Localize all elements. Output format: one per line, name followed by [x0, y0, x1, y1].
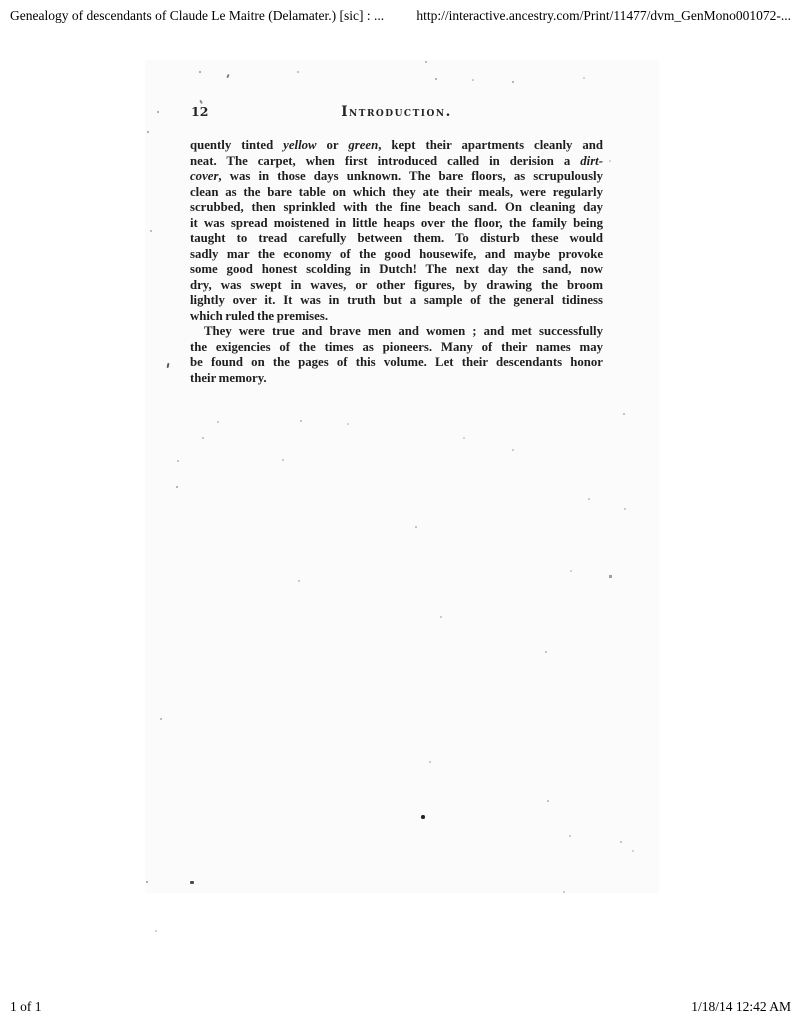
- scan-speckle: [146, 881, 148, 883]
- scan-speckle: [569, 835, 571, 837]
- scan-speckle: [202, 437, 204, 439]
- scan-speckle: [547, 800, 549, 802]
- print-header-url: http://interactive.ancestry.com/Print/11477/dvm_GenMono001072-...: [416, 8, 791, 23]
- scan-speckle: [190, 881, 194, 884]
- scan-speckle: [347, 423, 349, 425]
- scan-speckle: [147, 131, 149, 133]
- text-line: be found on the pages of this volume. Let their descendants honor: [190, 355, 603, 369]
- page-number: 12: [191, 104, 209, 119]
- scan-speckle: [609, 575, 612, 578]
- scan-speckle: [440, 616, 442, 618]
- scan-speckle: [512, 81, 514, 83]
- scan-speckle: [425, 61, 427, 63]
- scan-speckle: [157, 111, 159, 113]
- scan-speckle: [282, 459, 284, 461]
- body-text: [190, 138, 603, 386]
- scan-speckle: [150, 230, 152, 232]
- scan-speckle: [609, 160, 611, 162]
- scan-speckle: [300, 420, 302, 422]
- scan-speckle: [623, 413, 625, 415]
- text-line: it was spread moistened in little heaps over the floor, the family being: [190, 215, 603, 230]
- text-line: which ruled the premises.: [190, 308, 329, 323]
- scan-speckle: [176, 486, 178, 488]
- scan-speckle: [545, 651, 547, 653]
- text-line: sadly mar the economy of the good housewife, and maybe provoke: [190, 246, 603, 261]
- print-footer-page-count: 1 of 1: [10, 999, 42, 1014]
- text-line: scrubbed, then sprinkled with the fine beach sand. On cleaning day: [190, 200, 603, 214]
- scan-speckle: [297, 71, 299, 73]
- scan-speckle: [429, 761, 431, 763]
- text-line: clean as the bare table on which they ate their meals, were regularly: [190, 184, 603, 199]
- scan-speckle: [421, 815, 425, 819]
- scan-speckle: [570, 570, 572, 572]
- running-head: [190, 104, 603, 120]
- running-title: Introduction.: [341, 104, 452, 120]
- text-line: their memory.: [190, 370, 267, 385]
- scan-speckle: [160, 718, 162, 720]
- scan-speckle: [155, 930, 157, 932]
- scan-speckle: [583, 77, 585, 79]
- print-header-title: Genealogy of descendants of Claude Le Maitre (Delamater.) [sic] : ...: [10, 8, 385, 23]
- scan-speckle: [620, 841, 622, 843]
- print-footer: [10, 999, 791, 1015]
- scan-speckle: [624, 508, 626, 510]
- scan-speckle: [217, 421, 219, 423]
- scan-speckle: [298, 580, 300, 582]
- text-line: They were true and brave men and women ; and met successfully: [204, 324, 603, 338]
- scanned-book-page: [145, 60, 659, 893]
- text-line: taught to tread carefully between them. To disturb these would: [190, 231, 603, 245]
- text-line: cover, was in those days unknown. The bare floors, as scrupulously: [190, 169, 603, 183]
- print-header: [10, 8, 791, 24]
- scan-speckle: [563, 891, 565, 893]
- scan-speckle: [435, 78, 437, 80]
- scan-speckle: [177, 460, 179, 462]
- scan-speckle: [463, 437, 465, 439]
- scan-speckle: [199, 71, 201, 73]
- scan-speckle: [588, 498, 590, 500]
- text-line: dry, was swept in waves, or other figures, by drawing the broom: [190, 277, 603, 292]
- text-line: lightly over it. It was in truth but a sample of the general tidiness: [190, 293, 603, 307]
- scan-speckle: [472, 79, 474, 81]
- text-line: quently tinted yellow or green, kept their apartments cleanly and: [190, 138, 603, 152]
- scan-speckle: [415, 526, 417, 528]
- text-line: some good honest scolding in Dutch! The next day the sand, now: [190, 262, 603, 276]
- scan-speckle: [632, 850, 634, 852]
- text-line: neat. The carpet, when first introduced called in derision a dirt-: [190, 153, 603, 168]
- text-line: the exigencies of the times as pioneers. Many of their names may: [190, 339, 603, 354]
- print-footer-timestamp: 1/18/14 12:42 AM: [691, 999, 791, 1014]
- scan-speckle: [512, 449, 514, 451]
